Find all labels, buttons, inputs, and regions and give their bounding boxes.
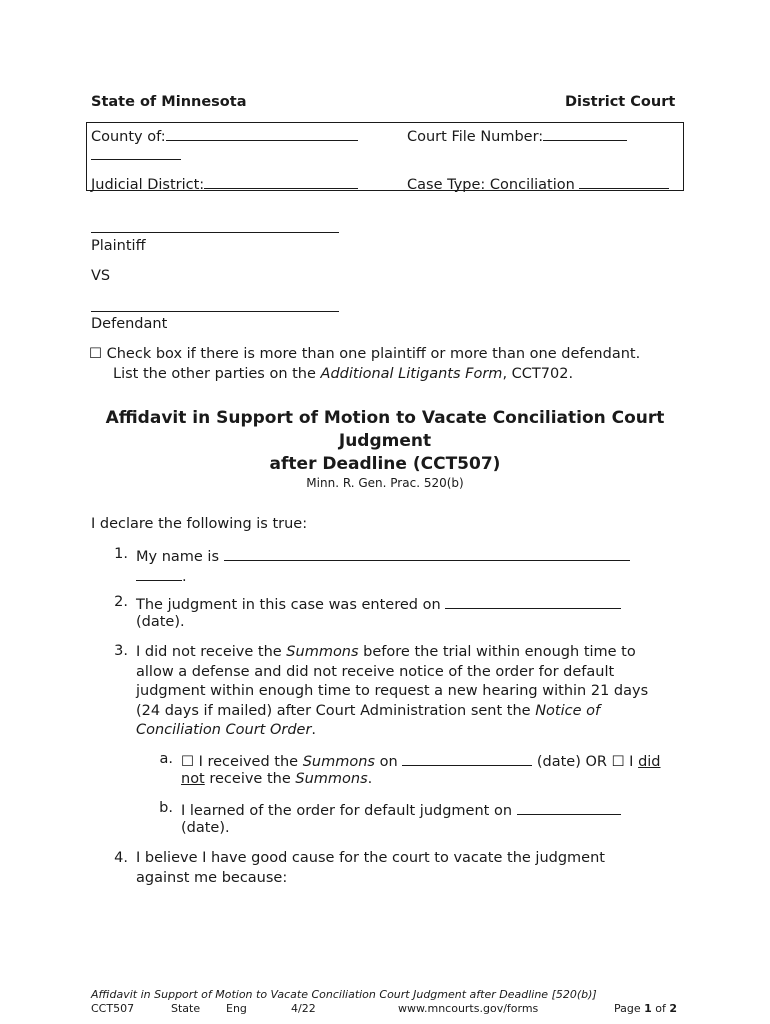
page-current: 1 (644, 1002, 652, 1015)
item3a-line2 (181, 771, 372, 787)
item3a-text: I received the (198, 754, 303, 770)
district-blank[interactable] (204, 174, 358, 189)
item2-label: The judgment in this case was entered on (136, 597, 446, 613)
did-not-receive-checkbox[interactable]: ☐ (611, 754, 625, 770)
item1-period: . (182, 569, 187, 585)
item3a-did: did (638, 754, 661, 770)
court-file-field[interactable] (407, 126, 627, 145)
item3a-receive: receive the (204, 771, 296, 787)
item1-continued (136, 566, 187, 585)
defendant-line[interactable] (91, 311, 339, 312)
item3b-letter: b. (159, 800, 173, 816)
court-file-label: Court File Number: (407, 129, 544, 145)
form-title-line3: after Deadline (CCT507) (269, 454, 501, 474)
case-type-field (407, 174, 669, 193)
summons-date-blank[interactable] (402, 751, 532, 766)
item3a-period: . (367, 771, 373, 787)
name-blank-continued[interactable] (136, 566, 182, 581)
footer-form-id: CCT507 (91, 1002, 135, 1015)
footer-language: Eng (226, 1002, 247, 1015)
additional-litigants-note (113, 366, 573, 382)
case-type-blank (579, 174, 669, 189)
page-total: 2 (669, 1002, 678, 1015)
name-blank[interactable] (224, 546, 630, 561)
district-field[interactable] (91, 174, 358, 193)
multiple-parties-text: Check box if there is more than one plaintiff or more than one defendant. (106, 346, 641, 362)
item3-paragraph (136, 643, 656, 741)
item3a-summons2: Summons (295, 771, 368, 787)
item4-line1: I believe I have good cause for the court to vacate the judgment (136, 850, 605, 866)
footer-title: Affidavit in Support of Motion to Vacate Conciliation Court Judgment after Deadline [520(b)] (91, 988, 597, 1001)
county-blank[interactable] (166, 126, 358, 141)
item1-line (136, 546, 630, 565)
judgment-date-blank[interactable] (445, 594, 621, 609)
learned-date-blank[interactable] (517, 800, 621, 815)
state-heading: State of Minnesota (91, 94, 247, 110)
litigants-suffix: , CCT702. (502, 366, 574, 382)
litigants-prefix: List the other parties on the (113, 366, 321, 382)
item3a-date-or: (date) OR (532, 754, 612, 770)
item3b-text: I learned of the order for default judgment on (181, 803, 517, 819)
item4-line2: against me because: (136, 870, 288, 886)
plaintiff-label: Plaintiff (91, 238, 146, 254)
item3a-on: on (374, 754, 403, 770)
item2-date-label: (date). (136, 614, 185, 630)
court-heading: District Court (565, 94, 676, 110)
plaintiff-line[interactable] (91, 232, 339, 233)
page-of: of (651, 1002, 670, 1015)
footer-state: State (171, 1002, 201, 1015)
item3-period: . (311, 722, 317, 738)
item3-text-b: before the trial within enough time to allow a defense and did not receive notice of the order for default judgment within enough time to request a new hearing within 21 days (24 days if mailed) after Court Administration sent the (136, 644, 649, 719)
declaration-intro: I declare the following is true: (91, 516, 308, 532)
item3-notice: Notice of Conciliation Court Order (136, 702, 601, 738)
form-title-line2: Judgment (338, 431, 432, 451)
county-field[interactable] (91, 126, 358, 145)
item3b-line (181, 800, 621, 819)
item3a-summons: Summons (302, 754, 375, 770)
multiple-parties-checkbox[interactable]: ☐ (89, 346, 102, 362)
item3a-letter: a. (159, 751, 173, 767)
item2-line (136, 594, 621, 613)
court-file-blank[interactable] (543, 126, 627, 141)
district-label: Judicial District: (91, 177, 205, 193)
case-type-label: Case Type: (407, 177, 486, 193)
footer-date: 4/22 (291, 1002, 316, 1015)
item3b-date-label: (date). (181, 820, 230, 836)
rule-citation: Minn. R. Gen. Prac. 520(b) (306, 476, 464, 490)
received-summons-checkbox[interactable]: ☐ (181, 754, 194, 770)
item3-number: 3. (114, 643, 128, 659)
county-label: County of: (91, 129, 166, 145)
case-type-value: Conciliation (485, 177, 575, 193)
page-prefix: Page (614, 1002, 645, 1015)
item3a-i: I (624, 754, 639, 770)
vs-label: VS (91, 268, 111, 284)
footer-page-number (614, 1002, 677, 1015)
item3-text-a: I did not receive the (136, 644, 287, 660)
item4-number: 4. (114, 850, 128, 866)
item3a-line1 (181, 751, 661, 770)
form-title-line1: Affidavit in Support of Motion to Vacate Conciliation Court (105, 408, 665, 428)
item2-number: 2. (114, 594, 128, 610)
multiple-parties-row (89, 346, 640, 362)
footer-url[interactable]: www.mncourts.gov/forms (398, 1002, 539, 1015)
defendant-label: Defendant (91, 316, 168, 332)
item1-label: My name is (136, 549, 224, 565)
item3a-not: not (181, 771, 205, 787)
item1-number: 1. (114, 546, 128, 562)
county-blank-continued (91, 159, 181, 160)
litigants-form-name: Additional Litigants Form (320, 366, 503, 382)
item3-summons: Summons (286, 644, 359, 660)
